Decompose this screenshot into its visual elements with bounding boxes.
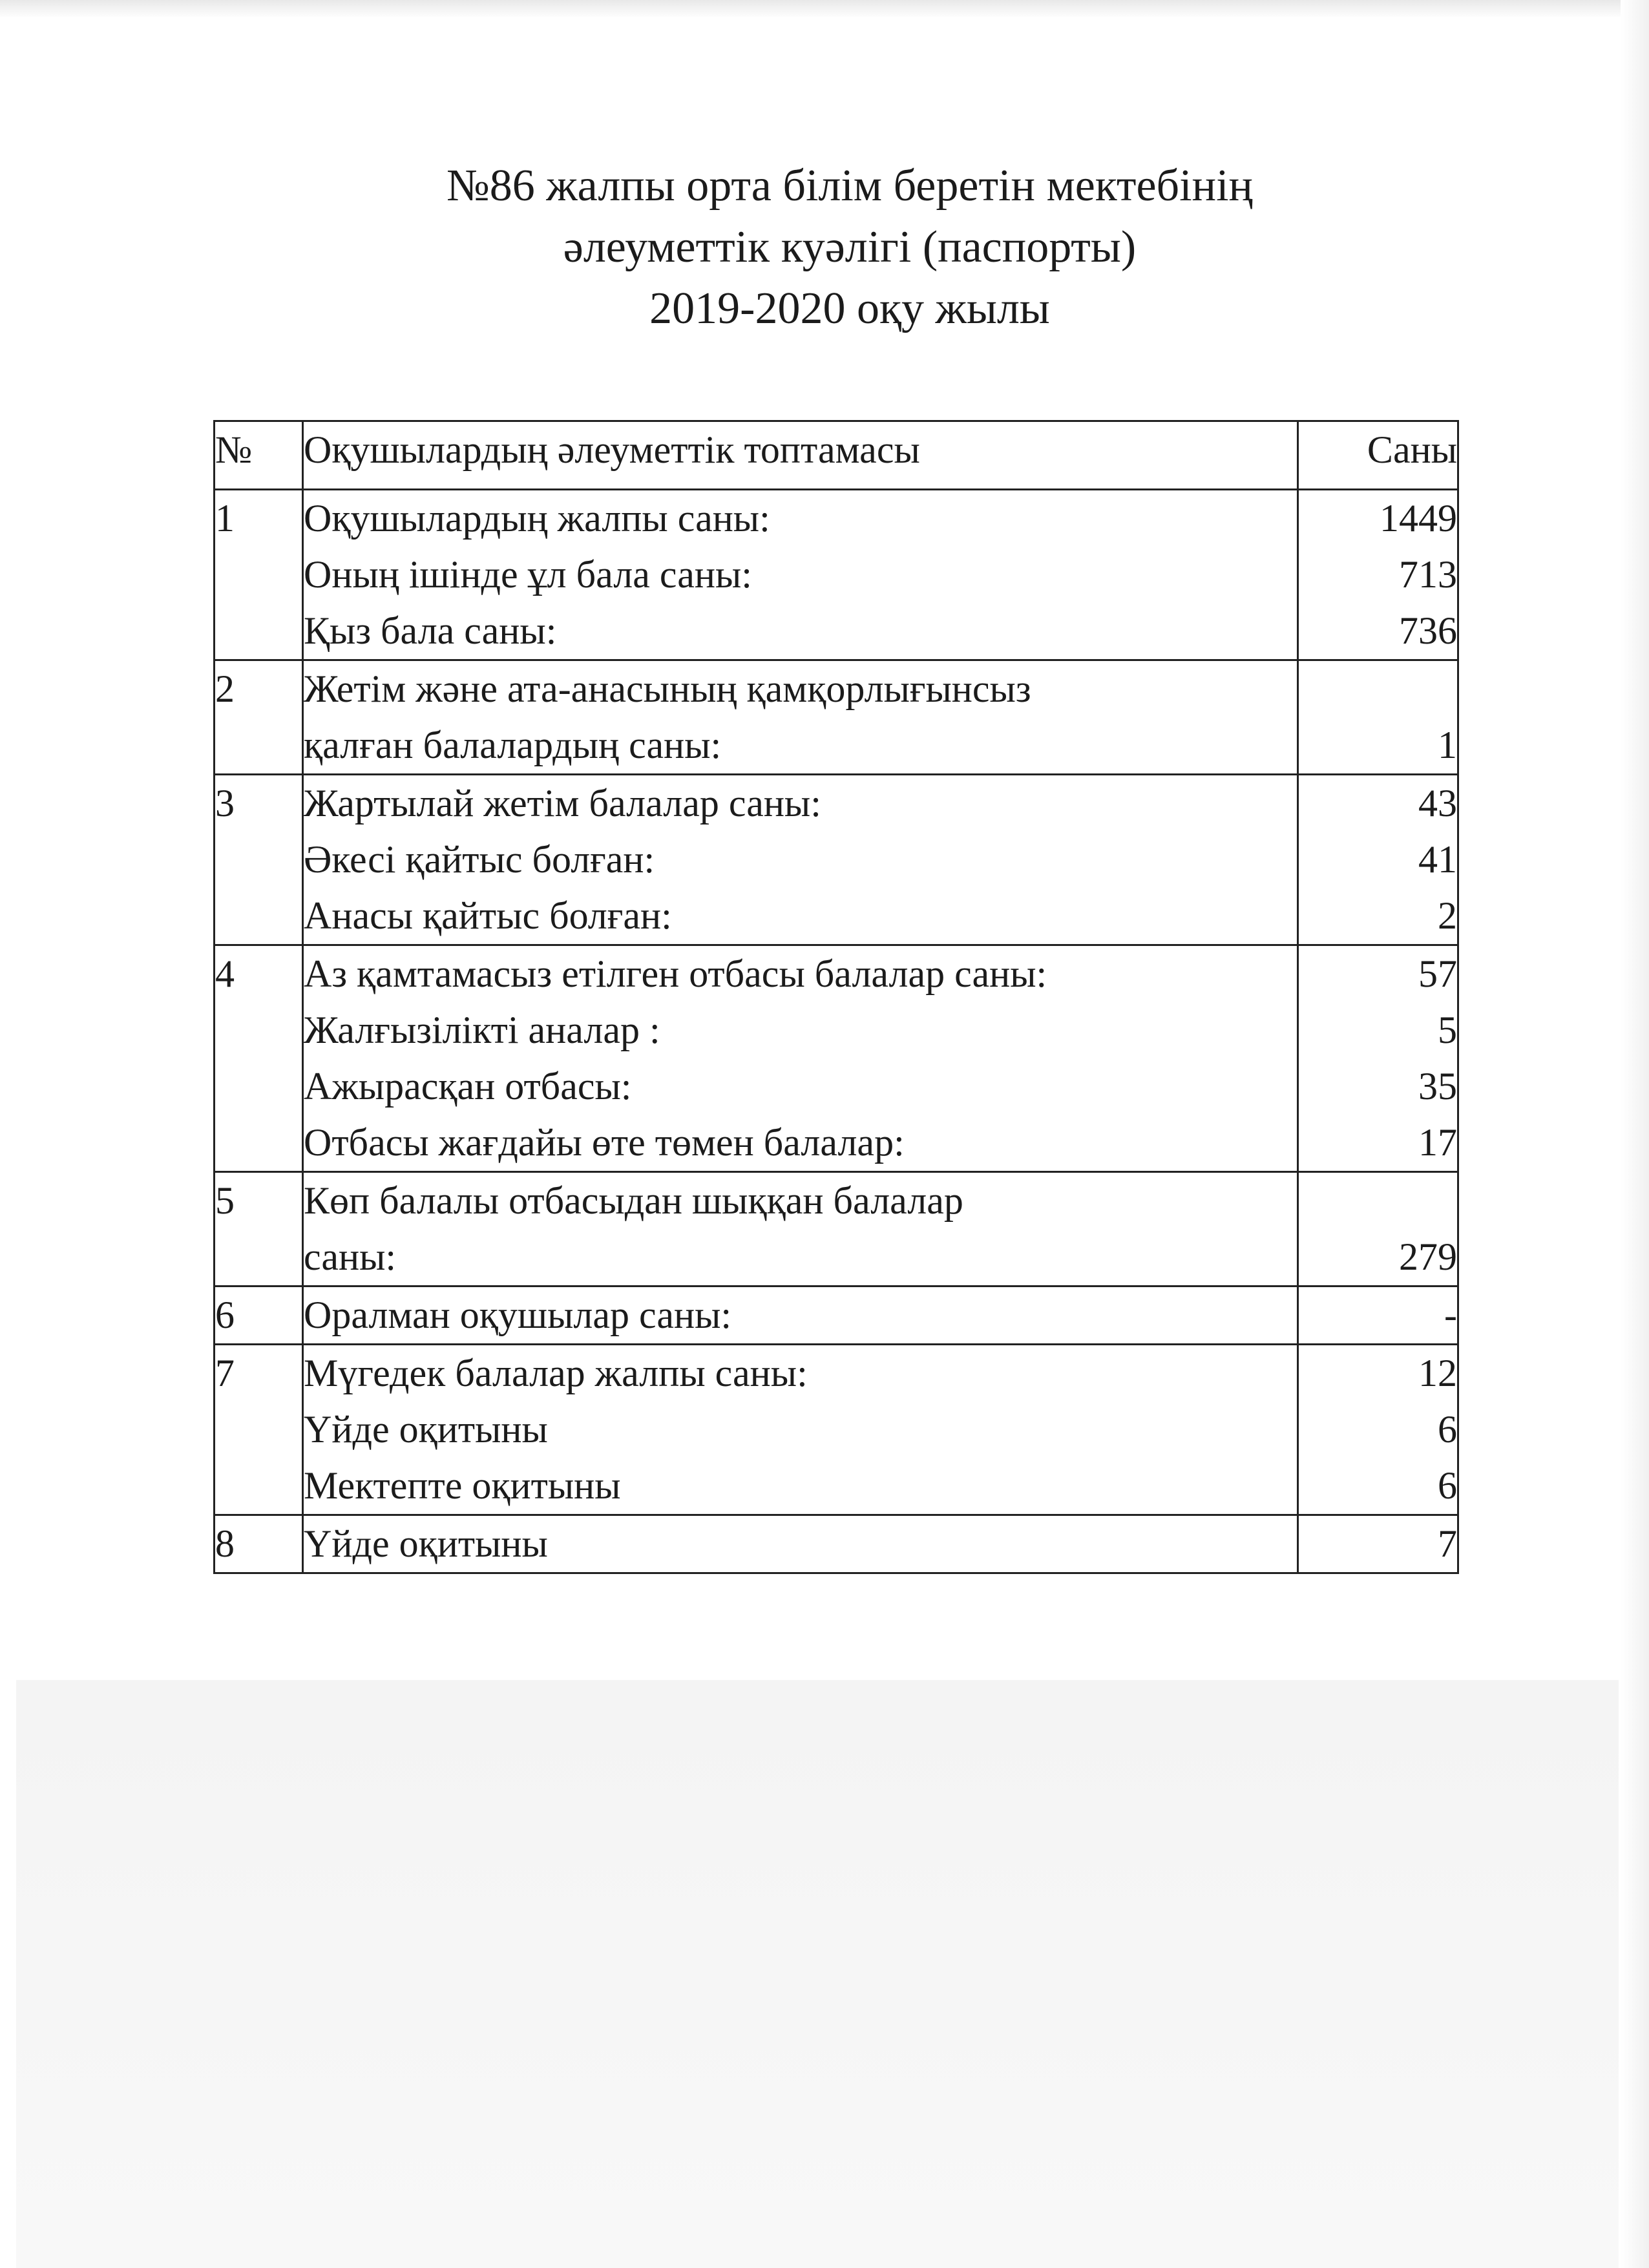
row-line: Жалғызілікті аналар : (304, 1009, 660, 1051)
row-number: 3 (215, 775, 303, 945)
row-description (303, 1345, 1298, 1515)
table-row (215, 1515, 1458, 1573)
row-line: Әкесі қайтыс болған: (304, 838, 655, 881)
table-row (215, 490, 1458, 660)
row-description (303, 490, 1298, 660)
count-value: 5 (1438, 1009, 1457, 1051)
row-line: Жартылай жетім балалар саны: (304, 782, 821, 824)
row-line: Оқушылардың жалпы саны: (304, 497, 770, 540)
row-number: 8 (215, 1515, 303, 1573)
table-row (215, 1286, 1458, 1345)
row-number: 4 (215, 945, 303, 1172)
table-row (215, 1345, 1458, 1515)
document-title (0, 155, 1649, 339)
count-value: 279 (1399, 1235, 1457, 1278)
row-line: Отбасы жағдайы өте төмен балалар: (304, 1121, 905, 1164)
scan-top-edge (0, 0, 1649, 18)
header-num: № (215, 421, 303, 490)
row-line: Қыз бала саны: (304, 609, 557, 652)
table-header-row (215, 421, 1458, 490)
social-passport-table (213, 420, 1459, 1574)
row-line: Оның ішінде ұл бала саны: (304, 553, 752, 596)
table-row (215, 945, 1458, 1172)
row-line: Үйде оқитыны (304, 1408, 548, 1451)
row-description (303, 945, 1298, 1172)
count-value: - (1444, 1294, 1457, 1336)
row-number: 6 (215, 1286, 303, 1345)
row-line: Анасы қайтыс болған: (304, 894, 672, 937)
row-counts (1298, 1515, 1458, 1573)
row-line: Үйде оқитыны (304, 1522, 548, 1565)
header-category: Оқушылардың әлеуметтік топтамасы (303, 421, 1298, 490)
title-line-2: әлеуметтік куәлігі (паспорты) (563, 222, 1137, 272)
row-line: Оралман оқушылар саны: (304, 1294, 732, 1336)
table-row (215, 1172, 1458, 1286)
scan-right-edge (1621, 0, 1649, 2268)
row-number: 7 (215, 1345, 303, 1515)
row-number: 1 (215, 490, 303, 660)
header-count: Саны (1298, 421, 1458, 490)
count-value: 713 (1399, 553, 1457, 596)
row-line: Көп балалы отбасыдан шыққан балалар (304, 1179, 963, 1222)
count-value: 1 (1438, 724, 1457, 766)
row-counts (1298, 945, 1458, 1172)
row-description (303, 775, 1298, 945)
count-value: 1449 (1380, 497, 1457, 540)
row-line: Мектепте оқитыны (304, 1464, 621, 1507)
title-line-1: №86 жалпы орта білім беретін мектебінің (446, 161, 1253, 211)
title-line-3: 2019-2020 оқу жылы (649, 284, 1050, 333)
row-description (303, 660, 1298, 775)
scan-lower-area (16, 1680, 1619, 2268)
count-value: 12 (1418, 1352, 1457, 1394)
count-value: 7 (1438, 1522, 1457, 1565)
row-counts (1298, 1172, 1458, 1286)
row-line: Ажырасқан отбасы: (304, 1065, 632, 1108)
row-line: Мүгедек балалар жалпы саны: (304, 1352, 808, 1394)
count-value: 736 (1399, 609, 1457, 652)
row-line: Жетім және ата-анасының қамқорлығынсыз (304, 667, 1031, 710)
count-value: 41 (1418, 838, 1457, 881)
count-value: 6 (1438, 1408, 1457, 1451)
count-value: 35 (1418, 1065, 1457, 1108)
count-value: 17 (1418, 1121, 1457, 1164)
row-line: саны: (304, 1235, 397, 1278)
row-counts (1298, 775, 1458, 945)
row-counts (1298, 490, 1458, 660)
row-number: 5 (215, 1172, 303, 1286)
row-counts (1298, 1345, 1458, 1515)
row-description (303, 1172, 1298, 1286)
count-value: 6 (1438, 1464, 1457, 1507)
row-line: Аз қамтамасыз етілген отбасы балалар саны: (304, 952, 1047, 995)
row-description (303, 1286, 1298, 1345)
row-counts (1298, 660, 1458, 775)
count-value: 2 (1438, 894, 1457, 937)
row-counts (1298, 1286, 1458, 1345)
row-number: 2 (215, 660, 303, 775)
table-row (215, 775, 1458, 945)
row-line: қалған балалардың саны: (304, 724, 722, 766)
count-value: 57 (1418, 952, 1457, 995)
row-description (303, 1515, 1298, 1573)
table-row (215, 660, 1458, 775)
count-value: 43 (1418, 782, 1457, 824)
